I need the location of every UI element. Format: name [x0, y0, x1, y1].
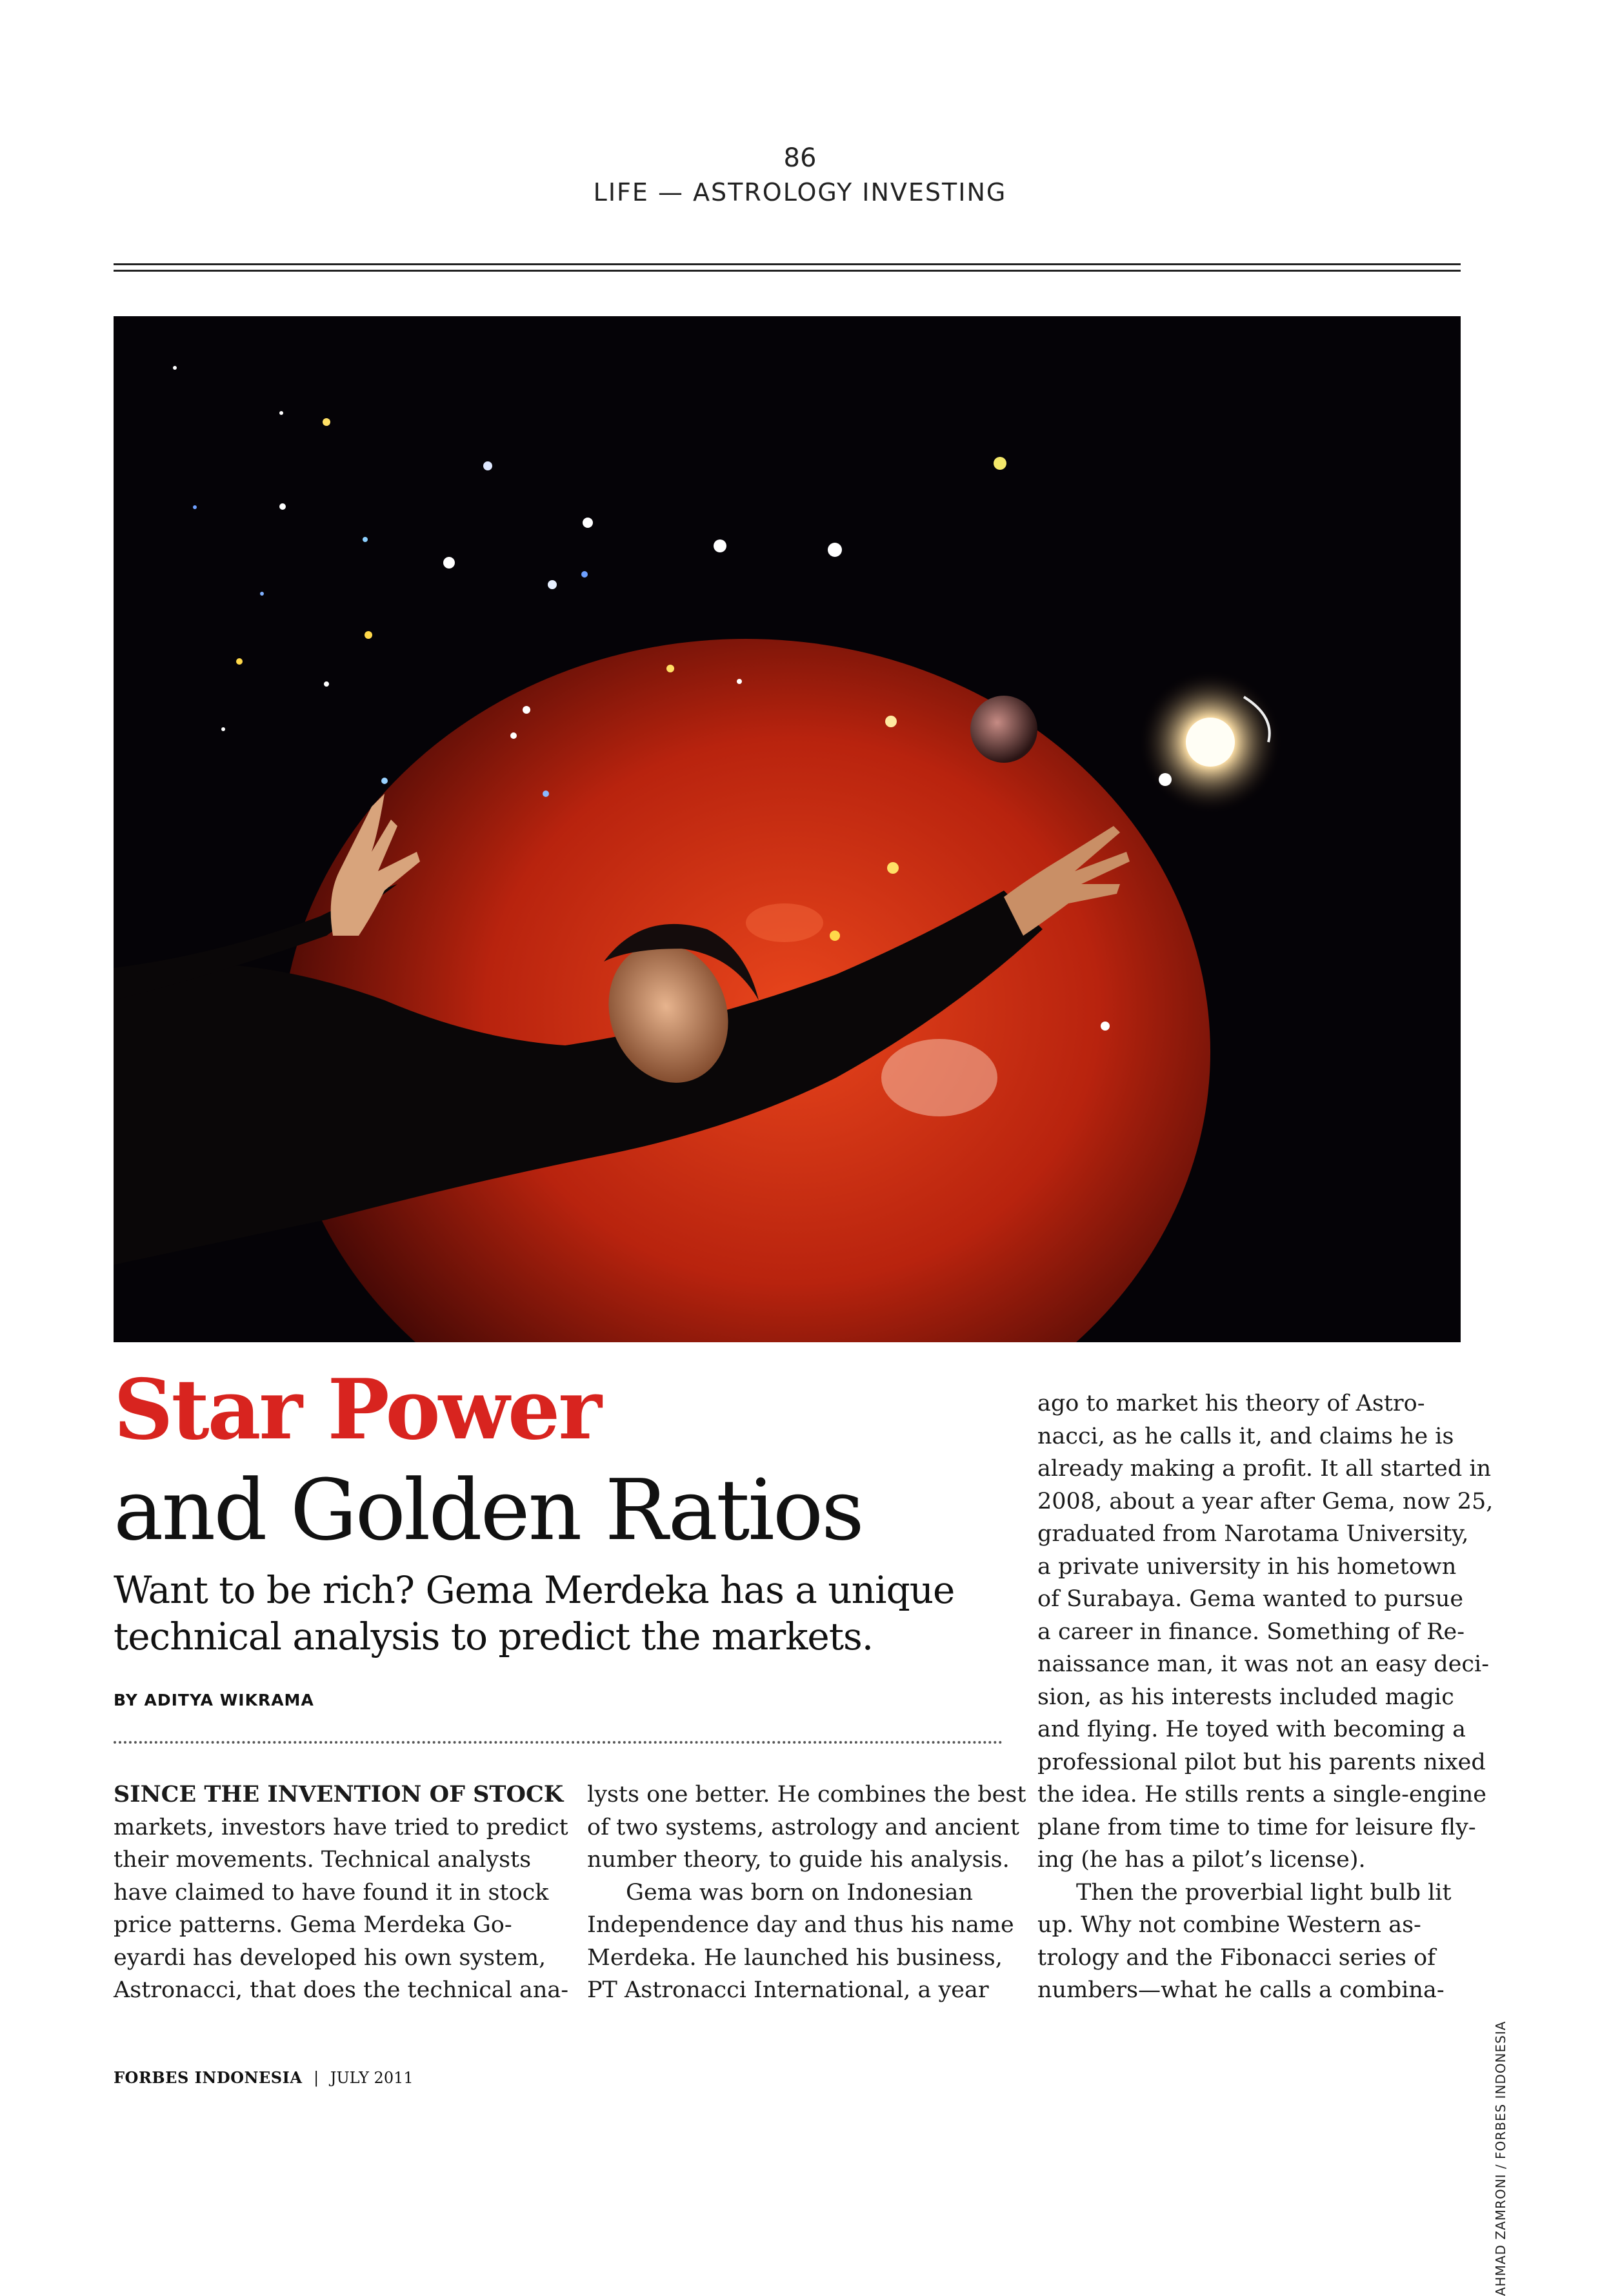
body-line: markets, investors have tried to predict [114, 1814, 568, 1840]
body-line: numbers—what he calls a combina- [1037, 1977, 1445, 2003]
page-number: 86 [783, 143, 817, 173]
body-line: their movements. Technical analysts [114, 1847, 532, 1873]
publication-name: FORBES INDONESIA [114, 2068, 303, 2087]
body-line: number theory, to guide his analysis. [587, 1847, 1010, 1873]
section-label: LIFE — ASTROLOGY INVESTING [593, 178, 1007, 206]
dek-line-1: Want to be rich? Gema Merdeka has a unique [114, 1568, 955, 1612]
body-column-2 [587, 1778, 1026, 2007]
body-line: ing (he has a pilot’s license). [1037, 1847, 1366, 1873]
issue-date: JULY 2011 [330, 2069, 414, 2087]
body-line: lysts one better. He combines the best [587, 1782, 1026, 1808]
body-line: eyardi has developed his own system, [114, 1944, 546, 1971]
body-line: up. Why not combine Western as- [1037, 1912, 1421, 1938]
body-line: of Surabaya. Gema wanted to pursue [1037, 1586, 1464, 1612]
headline [114, 1362, 1017, 1562]
photo-credit [1490, 2012, 1511, 2296]
body-line: have claimed to have found it in stock [114, 1879, 549, 1906]
header-rule-top [114, 263, 1461, 265]
page-header [0, 141, 1600, 209]
photo-credit-text: AHMAD ZAMRONI / FORBES INDONESIA [1493, 2020, 1508, 2296]
body-line: nacci, as he calls it, and claims he is [1037, 1423, 1454, 1449]
photo-man-reaching-stars-icon [114, 316, 1461, 1342]
body-line: Independence day and thus his name [587, 1912, 1014, 1938]
byline: BY ADITYA WIKRAMA [114, 1691, 314, 1709]
body-line: ago to market his theory of Astro- [1037, 1391, 1425, 1416]
dotted-divider [114, 1741, 1003, 1744]
body-line: the idea. He stills rents a single-engine [1037, 1782, 1487, 1808]
body-line: and flying. He toyed with becoming a [1037, 1717, 1466, 1742]
footer-separator: | [314, 2069, 319, 2087]
body-column-1 [114, 1778, 569, 2007]
body-line: 2008, about a year after Gema, now 25, [1037, 1488, 1494, 1515]
body-line: a private university in his hometown [1037, 1553, 1457, 1580]
body-line: sion, as his interests included magic [1037, 1684, 1454, 1710]
body-line: PT Astronacci International, a year [587, 1977, 989, 2003]
body-line: already making a profit. It all started in [1037, 1456, 1492, 1482]
body-line: naissance man, it was not an easy deci- [1037, 1651, 1490, 1677]
body-line: graduated from Narotama University, [1037, 1521, 1469, 1547]
headline-line-2: and Golden Ratios [114, 1461, 863, 1559]
feature-photo [114, 316, 1461, 1342]
body-line: Astronacci, that does the technical ana- [114, 1977, 569, 2003]
body-line: professional pilot but his parents nixed [1037, 1749, 1486, 1775]
body-line: Merdeka. He launched his business, [587, 1944, 1003, 1971]
body-line: price patterns. Gema Merdeka Go- [114, 1912, 512, 1938]
headline-line-1: Star Power [114, 1362, 600, 1458]
body-line: of two systems, astrology and ancient [587, 1814, 1019, 1840]
body-line: plane from time to time for leisure fly- [1037, 1814, 1476, 1840]
dek [114, 1567, 1049, 1660]
body-line: Then the proverbial light bulb lit [1076, 1879, 1452, 1906]
body-line: Gema was born on Indonesian [626, 1879, 974, 1906]
body-line: a career in finance. Something of Re- [1037, 1618, 1465, 1645]
header-rule-bottom [114, 270, 1461, 272]
dek-line-2: technical analysis to predict the markets. [114, 1615, 874, 1658]
body-line: trology and the Fibonacci series of [1037, 1944, 1436, 1971]
body-column-3 [1037, 1387, 1494, 2007]
page-footer [114, 2068, 414, 2087]
lead-in: SINCE THE INVENTION OF STOCK [114, 1781, 564, 1808]
